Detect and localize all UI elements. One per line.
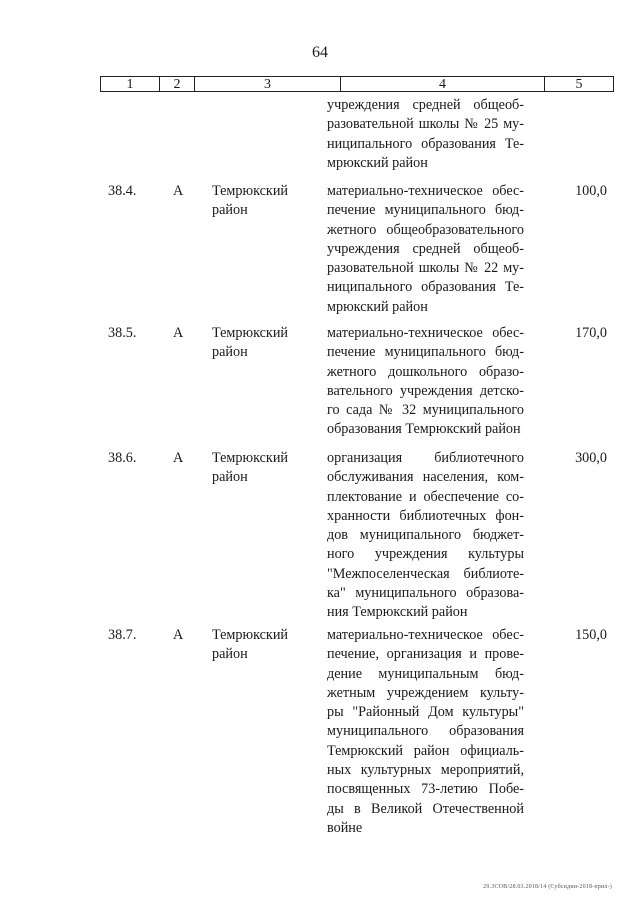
description-line: Темрюкский район официаль- bbox=[327, 742, 524, 759]
district-line: район bbox=[212, 646, 248, 663]
description-line: мрюкский район bbox=[327, 154, 428, 171]
column-header-2: 2 bbox=[160, 77, 195, 91]
description-line: печение, организация и прове- bbox=[327, 646, 524, 663]
district-line: район bbox=[212, 469, 248, 486]
description-line: ного учреждения культуры bbox=[327, 546, 524, 563]
description-line: плектование и обеспечение со- bbox=[327, 488, 524, 505]
table-header-row bbox=[100, 76, 614, 92]
row-district bbox=[212, 324, 312, 363]
description-line: жетным учреждением культу- bbox=[327, 684, 524, 701]
row-number: 38.6. bbox=[108, 450, 137, 466]
description-line: дение муниципальным бюд- bbox=[327, 665, 524, 682]
row-category: А bbox=[173, 450, 184, 466]
column-header-3: 3 bbox=[195, 77, 341, 91]
row-description bbox=[327, 626, 524, 838]
row-category: А bbox=[173, 183, 184, 199]
description-line: учреждения средней общеоб- bbox=[327, 97, 524, 113]
district-line: Темрюкский bbox=[212, 183, 289, 199]
district-line: Темрюкский bbox=[212, 450, 289, 466]
row-description bbox=[327, 449, 524, 623]
description-line: вательного учреждения детско- bbox=[327, 382, 524, 399]
column-header-5: 5 bbox=[575, 77, 583, 92]
column-header-1: 1 bbox=[101, 77, 160, 91]
description-line: мрюкский район bbox=[327, 298, 428, 315]
description-line: организация библиотечного bbox=[327, 450, 524, 466]
row-amount: 300,0 bbox=[575, 450, 607, 466]
description-line: посвященных 73-летию Побе- bbox=[327, 781, 524, 798]
row-number: 38.4. bbox=[108, 183, 137, 199]
description-line: жетного дошкольного образо- bbox=[327, 363, 524, 380]
description-line: разовательной школы № 22 му- bbox=[327, 260, 524, 277]
row-amount: 150,0 bbox=[575, 627, 607, 643]
description-line: ниципального образования Те- bbox=[327, 135, 524, 152]
description-line: разовательной школы № 25 му- bbox=[327, 116, 524, 133]
row-district bbox=[212, 182, 312, 221]
description-line: образования Темрюкский район bbox=[327, 421, 521, 438]
row-description bbox=[327, 324, 524, 440]
description-line: печение муниципального бюд- bbox=[327, 344, 524, 361]
description-line: ния Темрюкский район bbox=[327, 604, 468, 621]
description-line: ды в Великой Отечественной bbox=[327, 800, 524, 817]
description-line: го сада № 32 муниципального bbox=[327, 402, 524, 419]
description-line: ка" муниципального образова- bbox=[327, 585, 524, 602]
row-number: 38.5. bbox=[108, 325, 137, 341]
description-line: печение муниципального бюд- bbox=[327, 202, 524, 219]
column-header-4: 4 bbox=[341, 77, 545, 91]
description-line: "Межпоселенческая библиоте- bbox=[327, 565, 524, 582]
district-line: Темрюкский bbox=[212, 325, 289, 341]
row-category: А bbox=[173, 627, 184, 643]
description-line: дов муниципального бюджет- bbox=[327, 527, 524, 544]
description-line: муниципального образования bbox=[327, 723, 524, 740]
row-amount: 100,0 bbox=[575, 183, 607, 199]
continuation-description bbox=[327, 96, 524, 173]
row-amount: 170,0 bbox=[575, 325, 607, 341]
description-line: ных культурных мероприятий, bbox=[327, 762, 524, 779]
description-line: ниципального образования Те- bbox=[327, 279, 524, 296]
row-district bbox=[212, 449, 312, 488]
row-number: 38.7. bbox=[108, 627, 137, 643]
description-line: хранности библиотечных фон- bbox=[327, 507, 524, 524]
description-line: материально-техническое обес- bbox=[327, 325, 524, 341]
row-description bbox=[327, 182, 524, 317]
description-line: обслуживания населения, ком- bbox=[327, 469, 524, 486]
description-line: войне bbox=[327, 819, 363, 836]
description-line: учреждения средней общеоб- bbox=[327, 240, 524, 257]
district-line: район bbox=[212, 344, 248, 361]
footer-document-code: 29.3СОВ/28.03.2018/14 (Субсидии-2018-прил-) bbox=[483, 884, 612, 890]
row-district bbox=[212, 626, 312, 665]
row-category: А bbox=[173, 325, 184, 341]
description-line: материально-техническое обес- bbox=[327, 627, 524, 643]
description-line: ры "Районный Дом культуры" bbox=[327, 704, 524, 721]
page-number: 64 bbox=[312, 44, 328, 61]
description-line: материально-техническое обес- bbox=[327, 183, 524, 199]
district-line: Темрюкский bbox=[212, 627, 289, 643]
description-line: жетного общеобразовательного bbox=[327, 221, 524, 238]
district-line: район bbox=[212, 202, 248, 219]
